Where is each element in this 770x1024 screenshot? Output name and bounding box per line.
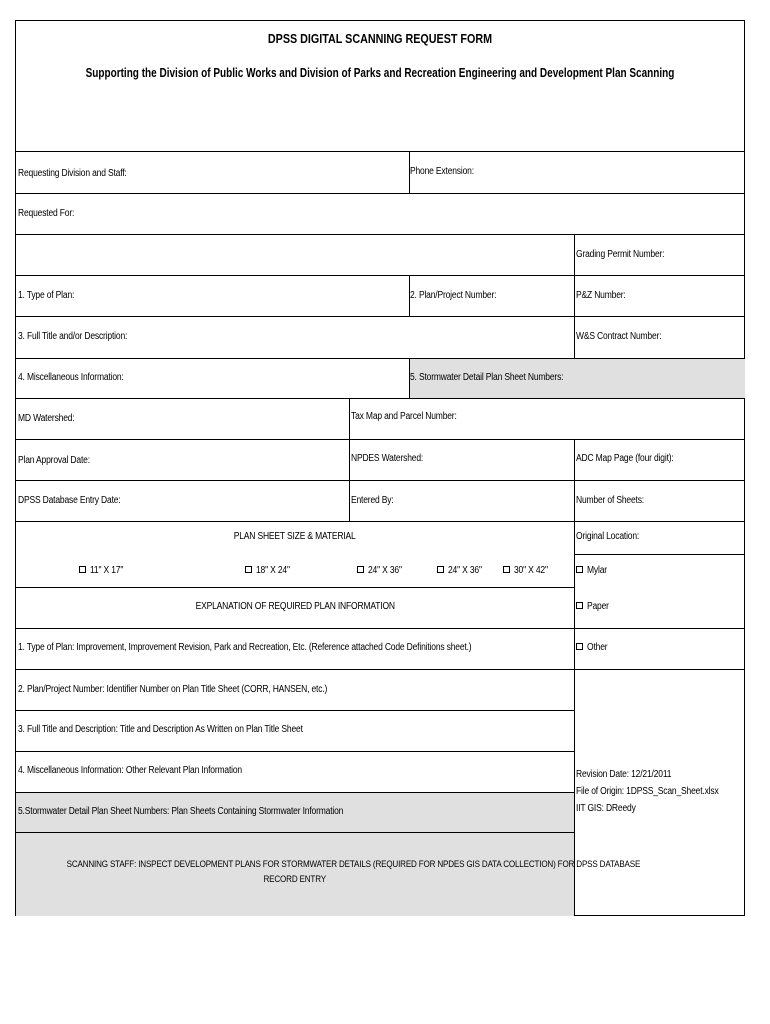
size-18x24-checkbox[interactable]: 18" X 24" xyxy=(245,565,296,576)
checkbox-icon xyxy=(79,566,86,573)
file-of-origin: File of Origin: 1DPSS_Scan_Sheet.xlsx xyxy=(576,786,719,797)
material-paper-checkbox[interactable]: Paper xyxy=(576,601,613,612)
size-11x17-checkbox[interactable]: 11" X 17" xyxy=(79,565,129,576)
type-of-plan-label: 1. Type of Plan: xyxy=(18,290,75,301)
size-24x36-checkbox[interactable]: 24" X 36" xyxy=(357,565,408,576)
grading-permit-label: Grading Permit Number: xyxy=(576,249,665,260)
tax-map-label: Tax Map and Parcel Number: xyxy=(351,411,457,422)
checkbox-icon xyxy=(576,602,583,609)
material-mylar-checkbox[interactable]: Mylar xyxy=(576,565,610,576)
form-title: DPSS DIGITAL SCANNING REQUEST FORM xyxy=(267,32,493,46)
iit-gis: IIT GIS: DReedy xyxy=(576,803,636,814)
checkbox-icon xyxy=(357,566,364,573)
checkbox-icon xyxy=(576,643,583,650)
plan-project-number-label: 2. Plan/Project Number: xyxy=(410,290,497,301)
ws-contract-label: W&S Contract Number: xyxy=(576,331,662,342)
number-of-sheets-label: Number of Sheets: xyxy=(576,495,644,506)
scanning-request-form xyxy=(15,20,745,916)
pz-number-label: P&Z Number: xyxy=(576,290,626,301)
checkbox-icon xyxy=(245,566,252,573)
npdes-watershed-label: NPDES Watershed: xyxy=(351,453,424,464)
checkbox-icon xyxy=(437,566,444,573)
stormwater-sheets-label: 5. Stormwater Detail Plan Sheet Numbers: xyxy=(410,372,564,383)
size-24x36-alt-checkbox[interactable]: 24" X 36" xyxy=(437,565,488,576)
adc-map-page-label: ADC Map Page (four digit): xyxy=(576,453,674,464)
plan-sheet-heading: PLAN SHEET SIZE & MATERIAL xyxy=(234,531,356,542)
checkbox-icon xyxy=(576,566,583,573)
size-30x42-checkbox[interactable]: 30" X 42" xyxy=(503,565,554,576)
checkbox-icon xyxy=(503,566,510,573)
explanation-item-5: 5.Stormwater Detail Plan Sheet Numbers: Plan Sheets Containing Stormwater Information xyxy=(18,806,344,817)
requesting-division-label: Requesting Division and Staff: xyxy=(18,168,127,179)
revision-date: Revision Date: 12/21/2011 xyxy=(576,769,672,780)
dpss-entry-date-label: DPSS Database Entry Date: xyxy=(18,495,121,506)
requested-for-label: Requested For: xyxy=(18,208,75,219)
material-other-checkbox[interactable]: Other xyxy=(576,642,611,653)
form-subtitle: Supporting the Division of Public Works and Division of Parks and Recreation Engineering and Development Plan Scanning xyxy=(85,66,675,80)
explanation-item-2: 2. Plan/Project Number: Identifier Number on Plan Title Sheet (CORR, HANSEN, etc.) xyxy=(18,684,328,695)
explanation-item-3: 3. Full Title and Description: Title and Description As Written on Plan Title Sheet xyxy=(18,724,303,735)
full-title-label: 3. Full Title and/or Description: xyxy=(18,331,128,342)
explanation-item-4: 4. Miscellaneous Information: Other Relevant Plan Information xyxy=(18,765,242,776)
phone-extension-label: Phone Extension: xyxy=(410,166,474,177)
explanation-item-1: 1. Type of Plan: Improvement, Improvement Revision, Park and Recreation, Etc. (Reference attached Code Definitions sheet.) xyxy=(18,642,472,653)
misc-info-label: 4. Miscellaneous Information: xyxy=(18,372,124,383)
staff-note-line-2: RECORD ENTRY xyxy=(263,874,327,885)
entered-by-label: Entered By: xyxy=(351,495,394,506)
form-header xyxy=(16,21,744,152)
plan-approval-date-label: Plan Approval Date: xyxy=(18,455,90,466)
staff-note-line-1: SCANNING STAFF: INSPECT DEVELOPMENT PLANS FOR STORMWATER DETAILS (REQUIRED FOR NPDES GIS DATA COLLECTION) FOR DPSS DATABASE xyxy=(66,859,641,870)
original-location-label: Original Location: xyxy=(576,531,640,542)
md-watershed-label: MD Watershed: xyxy=(18,413,75,424)
explanation-heading: EXPLANATION OF REQUIRED PLAN INFORMATION xyxy=(195,601,395,612)
